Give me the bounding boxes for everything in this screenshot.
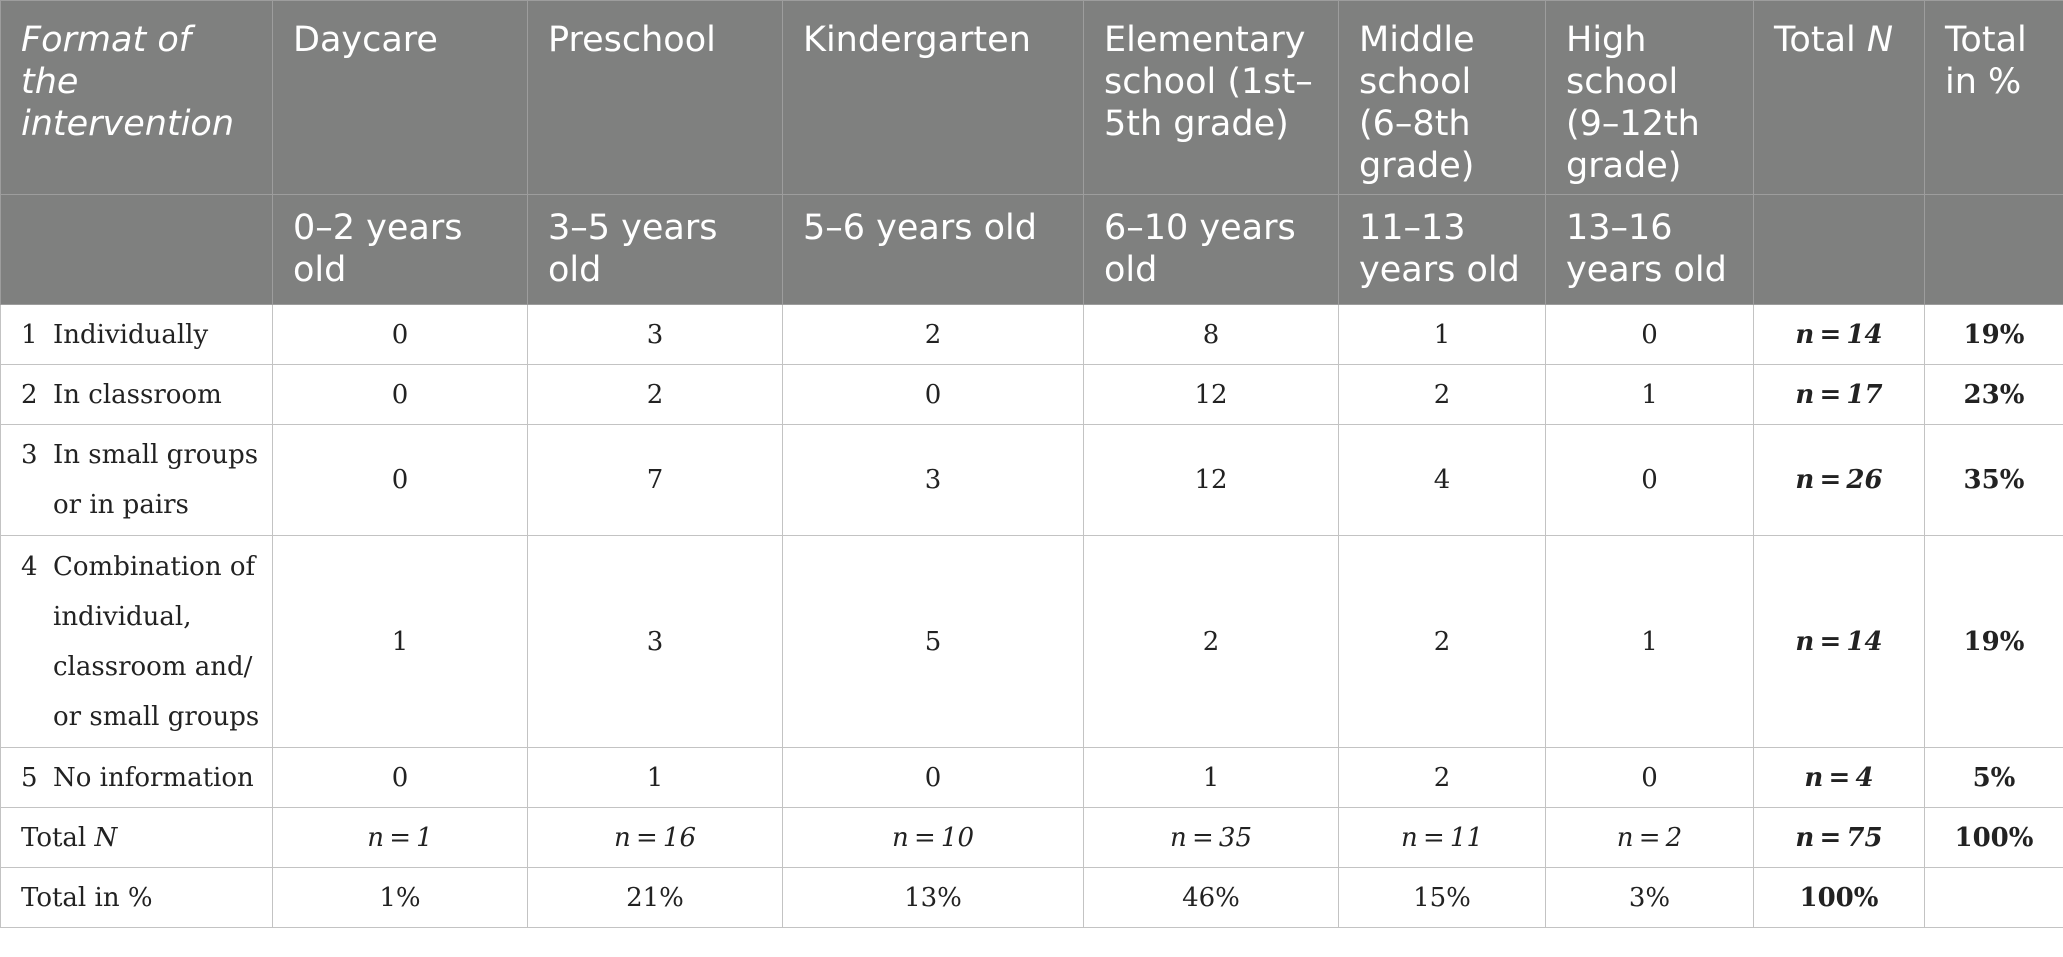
cell-daycare: n = 1 <box>273 808 528 868</box>
table-row <box>1 365 2063 425</box>
row-label-total-pct: Total in % <box>1 868 273 928</box>
row-label-text: In small groups or in pairs <box>53 440 259 520</box>
row-label <box>1 748 273 808</box>
header-kindergarten: Kindergarten <box>783 1 1084 195</box>
cell-kindergarten: 3 <box>783 425 1084 536</box>
header-total-n-prefix: Total <box>1774 20 1867 60</box>
cell-total-n: 100% <box>1754 868 1925 928</box>
header-age-elementary: 6–10 years old <box>1084 195 1339 305</box>
cell-middle: 15% <box>1339 868 1546 928</box>
header-daycare: Daycare <box>273 1 528 195</box>
header-age-total-pct-empty <box>1925 195 2063 305</box>
cell-elementary: 2 <box>1084 536 1339 748</box>
cell-elementary: 1 <box>1084 748 1339 808</box>
cell-total-n: n = 14 <box>1754 305 1925 365</box>
header-total-n <box>1754 1 1925 195</box>
cell-preschool: 2 <box>528 365 783 425</box>
cell-middle: 2 <box>1339 536 1546 748</box>
cell-kindergarten: 13% <box>783 868 1084 928</box>
cell-preschool: 1 <box>528 748 783 808</box>
header-age-daycare: 0–2 years old <box>273 195 528 305</box>
table-row <box>1 536 2063 748</box>
row-label <box>1 365 273 425</box>
header-total-n-italic: N <box>1866 20 1894 60</box>
cell-kindergarten: 0 <box>783 365 1084 425</box>
cell-total-pct <box>1925 868 2063 928</box>
cell-high: 3% <box>1546 868 1754 928</box>
header-elementary: Elementary school (1st–5th grade) <box>1084 1 1339 195</box>
cell-daycare: 0 <box>273 305 528 365</box>
header-preschool: Preschool <box>528 1 783 195</box>
header-row-school-level <box>1 1 2063 195</box>
cell-daycare: 0 <box>273 365 528 425</box>
cell-high: 0 <box>1546 425 1754 536</box>
cell-total-pct: 100% <box>1925 808 2063 868</box>
header-age-total-n-empty <box>1754 195 1925 305</box>
row-number: 2 <box>21 379 38 410</box>
header-age-middle: 11–13 years old <box>1339 195 1546 305</box>
header-age-empty <box>1 195 273 305</box>
cell-total-pct: 19% <box>1925 305 2063 365</box>
cell-elementary: 8 <box>1084 305 1339 365</box>
cell-total-n: n = 75 <box>1754 808 1925 868</box>
cell-elementary: 46% <box>1084 868 1339 928</box>
cell-total-n: n = 14 <box>1754 536 1925 748</box>
row-label <box>1 305 273 365</box>
cell-daycare: 0 <box>273 425 528 536</box>
total-n-row <box>1 808 2063 868</box>
cell-total-n: n = 4 <box>1754 748 1925 808</box>
cell-high: 1 <box>1546 536 1754 748</box>
cell-elementary: 12 <box>1084 365 1339 425</box>
cell-high: 1 <box>1546 365 1754 425</box>
cell-daycare: 0 <box>273 748 528 808</box>
header-age-preschool: 3–5 years old <box>528 195 783 305</box>
header-total-pct: Total in % <box>1925 1 2063 195</box>
cell-elementary: 12 <box>1084 425 1339 536</box>
table-row <box>1 748 2063 808</box>
row-label <box>1 536 273 748</box>
cell-daycare: 1 <box>273 536 528 748</box>
header-high: High school (9–12th grade) <box>1546 1 1754 195</box>
header-row-age <box>1 195 2063 305</box>
header-age-high: 13–16 years old <box>1546 195 1754 305</box>
row-label-text: No information <box>53 762 254 793</box>
row-label-total-n: Total N <box>1 808 273 868</box>
cell-middle: 2 <box>1339 365 1546 425</box>
table-row <box>1 305 2063 365</box>
cell-total-n: n = 26 <box>1754 425 1925 536</box>
cell-preschool: 3 <box>528 536 783 748</box>
cell-high: 0 <box>1546 305 1754 365</box>
cell-total-pct: 23% <box>1925 365 2063 425</box>
cell-middle: 2 <box>1339 748 1546 808</box>
row-label-text: Combination of individual, classroom and/ or small groups <box>53 551 260 732</box>
table-row <box>1 425 2063 536</box>
cell-daycare: 1% <box>273 868 528 928</box>
cell-kindergarten: 5 <box>783 536 1084 748</box>
cell-preschool: 21% <box>528 868 783 928</box>
cell-middle: n = 11 <box>1339 808 1546 868</box>
cell-preschool: 3 <box>528 305 783 365</box>
table-body <box>1 305 2063 928</box>
cell-kindergarten: n = 10 <box>783 808 1084 868</box>
cell-kindergarten: 0 <box>783 748 1084 808</box>
cell-kindergarten: 2 <box>783 305 1084 365</box>
row-number: 4 <box>21 551 38 582</box>
row-label <box>1 425 273 536</box>
cell-preschool: n = 16 <box>528 808 783 868</box>
cell-preschool: 7 <box>528 425 783 536</box>
cell-middle: 1 <box>1339 305 1546 365</box>
cell-elementary: n = 35 <box>1084 808 1339 868</box>
cell-total-pct: 35% <box>1925 425 2063 536</box>
cell-high: 0 <box>1546 748 1754 808</box>
cell-high: n = 2 <box>1546 808 1754 868</box>
row-number: 3 <box>21 440 38 470</box>
header-format: Format of the intervention <box>1 1 273 195</box>
row-number: 5 <box>21 762 38 793</box>
table-header <box>1 1 2063 305</box>
row-label-text: In classroom <box>53 379 222 410</box>
cell-total-n: n = 17 <box>1754 365 1925 425</box>
row-label-text: Individually <box>53 319 209 350</box>
header-age-kindergarten: 5–6 years old <box>783 195 1084 305</box>
cell-total-pct: 5% <box>1925 748 2063 808</box>
total-pct-row <box>1 868 2063 928</box>
cell-middle: 4 <box>1339 425 1546 536</box>
header-middle: Middle school (6–8th grade) <box>1339 1 1546 195</box>
cell-total-pct: 19% <box>1925 536 2063 748</box>
row-number: 1 <box>21 319 38 350</box>
